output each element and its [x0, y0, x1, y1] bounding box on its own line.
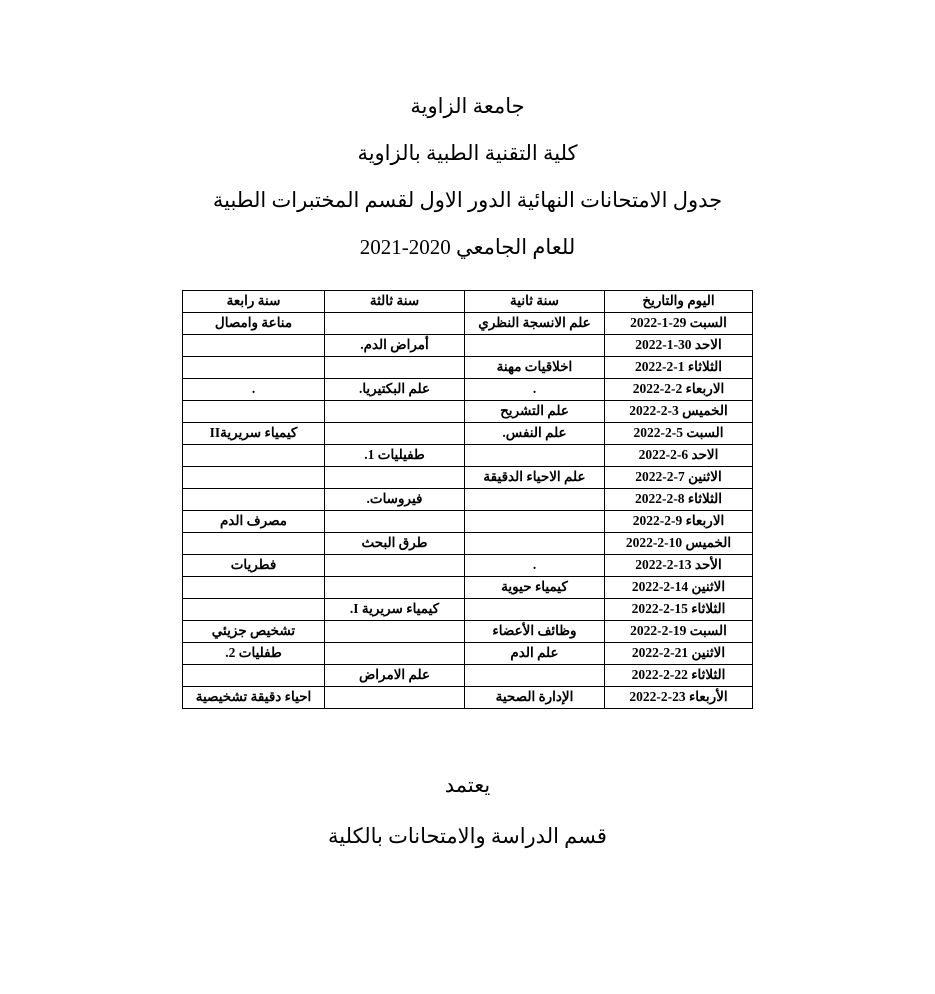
- cell-year3: أمراض الدم.: [325, 335, 465, 357]
- cell-year4: [183, 577, 325, 599]
- cell-year3: [325, 511, 465, 533]
- table-row: [183, 423, 753, 445]
- table-row: [183, 467, 753, 489]
- cell-year4: كيمياء سريريةII: [183, 423, 325, 445]
- column-header-year2: سنة ثانية: [465, 291, 605, 313]
- cell-year3: [325, 313, 465, 335]
- cell-year4: طفليات 2.: [183, 643, 325, 665]
- cell-date: السبت 19-2-2022: [605, 621, 753, 643]
- cell-year2: .: [465, 379, 605, 401]
- cell-year3: فيروسات.: [325, 489, 465, 511]
- cell-year4: احياء دقيقة تشخيصية: [183, 687, 325, 709]
- table-row: [183, 335, 753, 357]
- cell-year2: علم التشريح: [465, 401, 605, 423]
- footer-approval-label: يعتمد: [444, 773, 491, 797]
- cell-year3: [325, 643, 465, 665]
- cell-date: الثلاثاء 1-2-2022: [605, 357, 753, 379]
- cell-date: الثلاثاء 22-2-2022: [605, 665, 753, 687]
- table-row: [183, 577, 753, 599]
- page-title-academic-year: للعام الجامعي 2020-2021: [359, 235, 576, 259]
- table-row: [183, 445, 753, 467]
- cell-year2: [465, 489, 605, 511]
- cell-year2: [465, 599, 605, 621]
- document-footer: [60, 773, 875, 849]
- cell-year3: [325, 555, 465, 577]
- cell-year4: مصرف الدم: [183, 511, 325, 533]
- cell-year4: [183, 335, 325, 357]
- cell-date: الاثنين 7-2-2022: [605, 467, 753, 489]
- cell-year4: مناعة وامصال: [183, 313, 325, 335]
- cell-year4: [183, 467, 325, 489]
- column-header-year4: سنة رابعة: [183, 291, 325, 313]
- cell-date: الثلاثاء 8-2-2022: [605, 489, 753, 511]
- cell-year4: [183, 533, 325, 555]
- table-row: [183, 489, 753, 511]
- cell-date: الأحد 13-2-2022: [605, 555, 753, 577]
- column-header-year3: سنة ثالثة: [325, 291, 465, 313]
- cell-year3: [325, 687, 465, 709]
- cell-year2: وظائف الأعضاء: [465, 621, 605, 643]
- cell-date: الأربعاء 23-2-2022: [605, 687, 753, 709]
- table-row: [183, 555, 753, 577]
- cell-date: الخميس 10-2-2022: [605, 533, 753, 555]
- page-title-university: جامعة الزاوية: [410, 94, 525, 118]
- page-title-exam-schedule: جدول الامتحانات النهائية الدور الاول لقسم المختبرات الطبية: [212, 188, 723, 212]
- cell-year3: [325, 467, 465, 489]
- table-row: [183, 599, 753, 621]
- cell-date: السبت 5-2-2022: [605, 423, 753, 445]
- cell-year4: [183, 489, 325, 511]
- exam-schedule-table: [182, 290, 753, 709]
- cell-year2: علم الانسجة النظري: [465, 313, 605, 335]
- cell-year3: طرق البحث: [325, 533, 465, 555]
- cell-year3: [325, 357, 465, 379]
- cell-year3: علم البكتيريا.: [325, 379, 465, 401]
- cell-year2: اخلاقيات مهنة: [465, 357, 605, 379]
- cell-year4: [183, 665, 325, 687]
- cell-year4: [183, 599, 325, 621]
- cell-year2: [465, 665, 605, 687]
- table-row: [183, 621, 753, 643]
- cell-year2: كيمياء حيوية: [465, 577, 605, 599]
- cell-year4: [183, 445, 325, 467]
- cell-date: الثلاثاء 15-2-2022: [605, 599, 753, 621]
- cell-year3: [325, 577, 465, 599]
- column-header-date: اليوم والتاريخ: [605, 291, 753, 313]
- table-row: [183, 687, 753, 709]
- cell-date: الخميس 3-2-2022: [605, 401, 753, 423]
- cell-year4: [183, 401, 325, 423]
- cell-year3: طفيليات 1.: [325, 445, 465, 467]
- table-row: [183, 643, 753, 665]
- page-title-college: كلية التقنية الطبية بالزاوية: [357, 141, 578, 165]
- cell-year3: [325, 423, 465, 445]
- table-header-row: [183, 291, 753, 313]
- cell-date: الاثنين 21-2-2022: [605, 643, 753, 665]
- cell-date: الاثنين 14-2-2022: [605, 577, 753, 599]
- cell-year4: فطريات: [183, 555, 325, 577]
- cell-year2: علم النفس.: [465, 423, 605, 445]
- cell-year2: علم الاحياء الدقيقة: [465, 467, 605, 489]
- cell-year3: [325, 621, 465, 643]
- footer-department-label: قسم الدراسة والامتحانات بالكلية: [328, 824, 607, 848]
- table-row: [183, 401, 753, 423]
- cell-year3: علم الامراض: [325, 665, 465, 687]
- table-row: [183, 511, 753, 533]
- cell-date: الاربعاء 2-2-2022: [605, 379, 753, 401]
- cell-year2: [465, 511, 605, 533]
- cell-year3: [325, 401, 465, 423]
- table-row: [183, 313, 753, 335]
- cell-year2: .: [465, 555, 605, 577]
- table-row: [183, 357, 753, 379]
- table-row: [183, 665, 753, 687]
- cell-year4: [183, 357, 325, 379]
- cell-year2: الإدارة الصحية: [465, 687, 605, 709]
- cell-date: السبت 29-1-2022: [605, 313, 753, 335]
- cell-year2: علم الدم: [465, 643, 605, 665]
- cell-year4: .: [183, 379, 325, 401]
- cell-date: الاربعاء 9-2-2022: [605, 511, 753, 533]
- cell-year2: [465, 335, 605, 357]
- cell-year2: [465, 533, 605, 555]
- cell-year4: تشخيص جزيئي: [183, 621, 325, 643]
- cell-year3: كيمياء سريرية I.: [325, 599, 465, 621]
- cell-date: الاحد 6-2-2022: [605, 445, 753, 467]
- cell-year2: [465, 445, 605, 467]
- cell-date: الاحد 30-1-2022: [605, 335, 753, 357]
- table-row: [183, 379, 753, 401]
- table-row: [183, 533, 753, 555]
